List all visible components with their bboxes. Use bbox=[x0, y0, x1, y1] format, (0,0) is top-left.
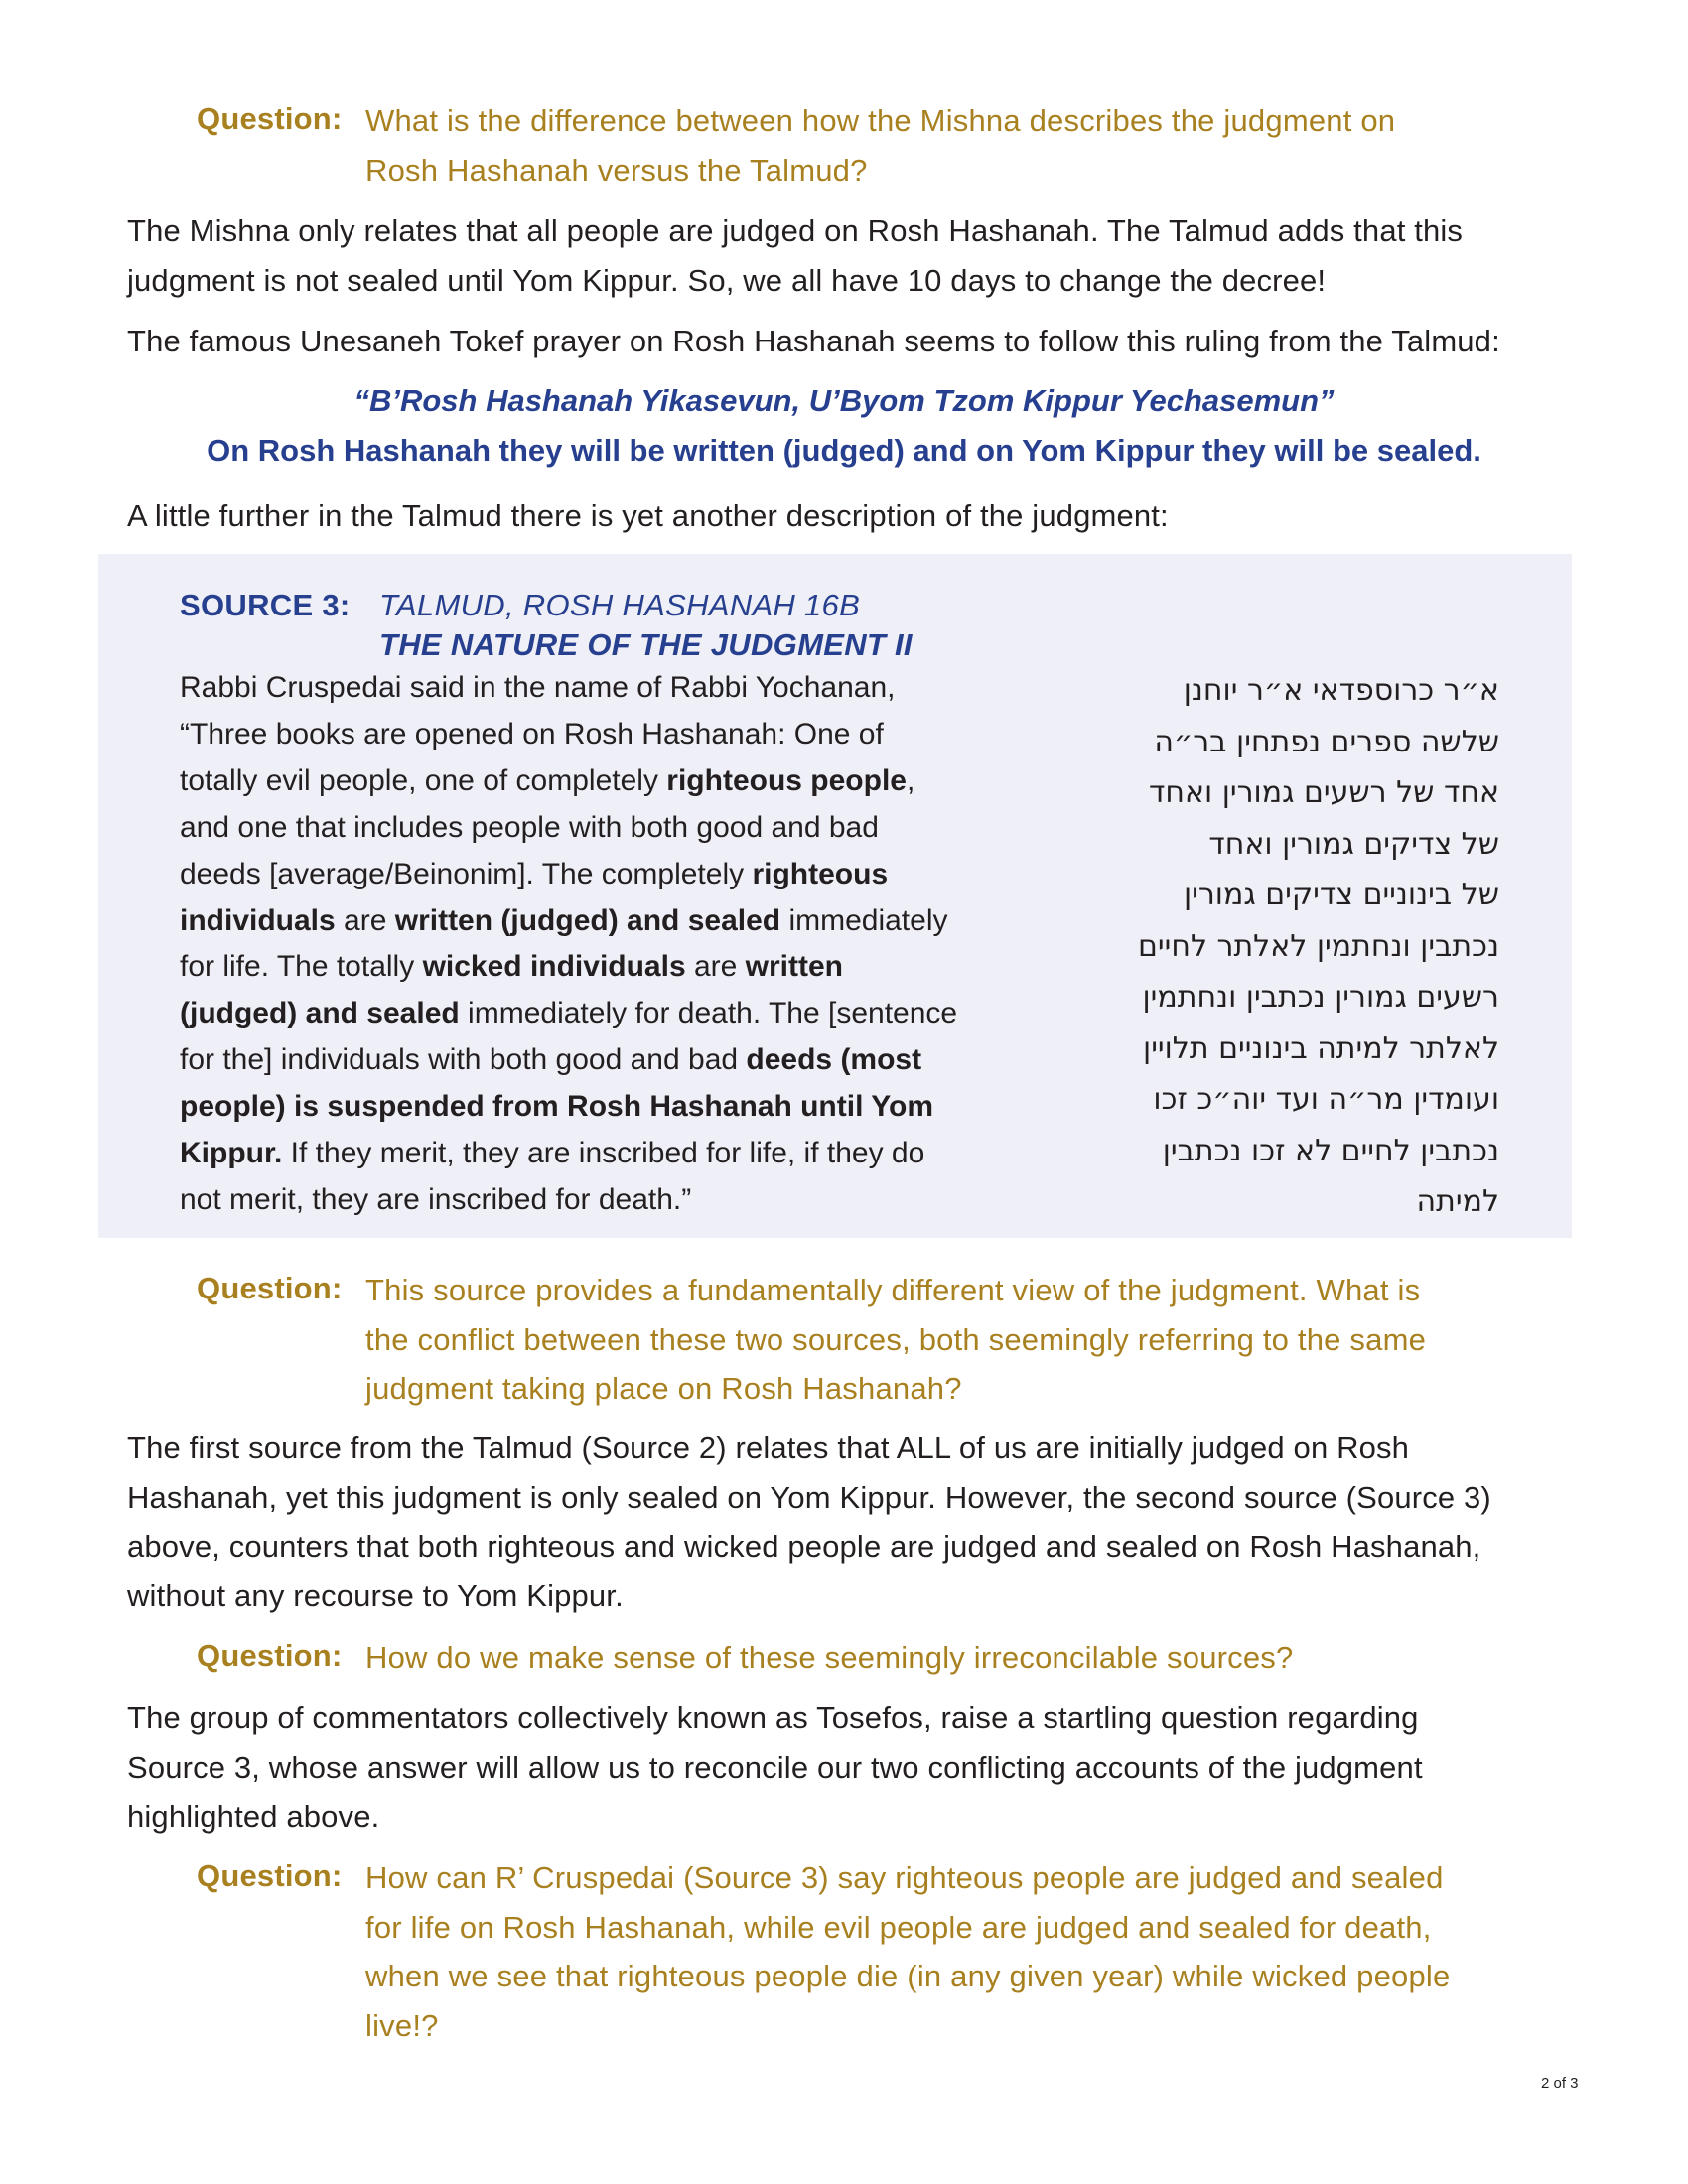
source-title: TALMUD, ROSH HASHANAH 16B bbox=[379, 588, 861, 622]
text-run: , bbox=[906, 763, 915, 797]
question-label: Question: bbox=[197, 101, 343, 136]
text-run: are bbox=[685, 950, 746, 984]
question-line: live!? bbox=[365, 2007, 439, 2043]
prayer-transliteration: “B’Rosh Hashanah Yikasevun, U’Byom Tzom Kippur Yechasemun” bbox=[353, 383, 1335, 418]
paragraph-line: above, counters that both righteous and wicked people are judged and sealed on Rosh Hashanah, bbox=[127, 1529, 1481, 1564]
source-hebrew-line: נכתבין ונחתמין לאלתר לחיים bbox=[1138, 928, 1499, 964]
source-english-line bbox=[180, 1084, 1054, 1131]
question-label: Question: bbox=[197, 1858, 343, 1893]
source-hebrew-line: של צדיקים גמורין ואחד bbox=[1208, 826, 1499, 862]
paragraph-line: highlighted above. bbox=[127, 1799, 380, 1834]
emphasis-text: (judged) and sealed bbox=[180, 997, 460, 1030]
source-hebrew-line: ועומדין מר״ה ועד יוה״כ זכו bbox=[1153, 1082, 1499, 1117]
source-subtitle: THE NATURE OF THE JUDGMENT II bbox=[379, 627, 913, 662]
source-english-line bbox=[180, 665, 1054, 712]
source-hebrew-line: למיתה bbox=[1416, 1184, 1499, 1219]
page-number: 2 of 3 bbox=[1541, 2075, 1579, 2092]
text-run: are bbox=[335, 903, 395, 937]
source-english-line bbox=[180, 944, 1054, 991]
text-run: immediately bbox=[780, 903, 948, 937]
emphasis-text: wicked individuals bbox=[422, 950, 686, 984]
source-label: SOURCE 3: bbox=[180, 588, 351, 622]
question-line: Rosh Hashanah versus the Talmud? bbox=[365, 152, 868, 188]
text-run: “Three books are opened on Rosh Hashanah: One of bbox=[180, 717, 884, 751]
paragraph-line: The Mishna only relates that all people are judged on Rosh Hashanah. The Talmud adds that this bbox=[127, 213, 1464, 248]
text-run: and one that includes people with both good and bad bbox=[180, 810, 879, 844]
question-label: Question: bbox=[197, 1638, 343, 1673]
question-line: for life on Rosh Hashanah, while evil people are judged and sealed for death, bbox=[365, 1909, 1432, 1945]
question-text bbox=[365, 1633, 1557, 1683]
text-run: deeds [average/Beinonim]. The completely bbox=[180, 857, 753, 890]
emphasis-text: Kippur. bbox=[180, 1137, 283, 1170]
question-text bbox=[365, 1266, 1557, 1414]
text-run: If they merit, they are inscribed for life, if they do bbox=[282, 1137, 925, 1170]
emphasis-text: people) is suspended from Rosh Hashanah until Yom bbox=[180, 1090, 933, 1124]
question-label: Question: bbox=[197, 1271, 343, 1305]
question-line: How can R’ Cruspedai (Source 3) say righteous people are judged and sealed bbox=[365, 1860, 1444, 1895]
source-hebrew-line: שלשה ספרים נפתחין בר״ה bbox=[1154, 724, 1499, 759]
emphasis-text: deeds (most bbox=[746, 1043, 922, 1077]
source-english-line bbox=[180, 1177, 1054, 1224]
text-run: for life. The totally bbox=[180, 950, 423, 984]
source-hebrew-line: של בינוניים צדיקים גמורין bbox=[1183, 878, 1499, 912]
source-english-line bbox=[180, 712, 1054, 758]
source-hebrew-text bbox=[1053, 665, 1499, 1228]
paragraph-line: A little further in the Talmud there is yet another description of the judgment: bbox=[127, 498, 1169, 533]
paragraph-line: The famous Unesaneh Tokef prayer on Rosh Hashanah seems to follow this ruling from the Talmud: bbox=[127, 324, 1500, 358]
paragraph-line: judgment is not sealed until Yom Kippur. So, we all have 10 days to change the decree! bbox=[127, 262, 1327, 298]
question-line: What is the difference between how the Mishna describes the judgment on bbox=[365, 103, 1396, 138]
paragraph-line: Hashanah, yet this judgment is only sealed on Yom Kippur. However, the second source (Source 3) bbox=[127, 1479, 1491, 1515]
source-hebrew-line: לאלתר למיתה בינוניים תלויין bbox=[1143, 1030, 1499, 1066]
source-english-line bbox=[180, 1131, 1054, 1177]
source-english-line bbox=[180, 852, 1054, 898]
question-line: the conflict between these two sources, both seemingly referring to the same bbox=[365, 1321, 1427, 1357]
body-paragraph bbox=[127, 1694, 1587, 1842]
text-run: Rabbi Cruspedai said in the name of Rabbi Yochanan, bbox=[180, 671, 896, 704]
source-hebrew-line: נכתבין לחיים לא זכו נכתבין bbox=[1162, 1133, 1499, 1168]
emphasis-text: written bbox=[745, 950, 844, 984]
text-run: immediately for death. The [sentence bbox=[459, 997, 958, 1030]
emphasis-text: righteous bbox=[752, 857, 889, 890]
source-hebrew-line: רשעים גמורין נכתבין ונחתמין bbox=[1142, 980, 1499, 1015]
text-run: totally evil people, one of completely bbox=[180, 763, 667, 797]
source-english-line bbox=[180, 898, 1054, 945]
source-english-line bbox=[180, 991, 1054, 1037]
emphasis-text: individuals bbox=[180, 903, 336, 937]
question-line: when we see that righteous people die (in any given year) while wicked people bbox=[365, 1959, 1451, 1993]
text-run: for the] individuals with both good and bad bbox=[180, 1043, 747, 1077]
question-line: This source provides a fundamentally different view of the judgment. What is bbox=[365, 1273, 1421, 1307]
source-hebrew-line: א״ר כרוספדאי א״ר יוחנן bbox=[1183, 673, 1499, 708]
question-text bbox=[365, 1853, 1557, 2050]
source-hebrew-line: אחד של רשעים גמורין ואחד bbox=[1149, 775, 1499, 810]
body-paragraph bbox=[127, 1424, 1587, 1620]
paragraph-line: Source 3, whose answer will allow us to reconcile our two conflicting accounts of the judgment bbox=[127, 1749, 1423, 1785]
question-line: How do we make sense of these seemingly irreconcilable sources? bbox=[365, 1640, 1294, 1675]
text-run: not merit, they are inscribed for death.” bbox=[180, 1182, 692, 1216]
question-text bbox=[365, 96, 1557, 195]
source-english-line bbox=[180, 1037, 1054, 1084]
source-english-line bbox=[180, 805, 1054, 852]
emphasis-text: written (judged) and sealed bbox=[394, 903, 781, 937]
prayer-translation: On Rosh Hashanah they will be written (judged) and on Yom Kippur they will be sealed. bbox=[207, 433, 1481, 468]
paragraph-line: without any recourse to Yom Kippur. bbox=[127, 1577, 624, 1613]
body-paragraph bbox=[127, 206, 1587, 305]
source-english-line bbox=[180, 758, 1054, 805]
source-english-text bbox=[180, 665, 1054, 1224]
body-paragraph bbox=[127, 491, 1587, 541]
question-line: judgment taking place on Rosh Hashanah? bbox=[365, 1371, 962, 1406]
body-paragraph bbox=[127, 317, 1587, 366]
paragraph-line: The group of commentators collectively known as Tosefos, raise a startling question regarding bbox=[127, 1701, 1419, 1735]
emphasis-text: righteous people bbox=[666, 763, 907, 797]
paragraph-line: The first source from the Talmud (Source 2) relates that ALL of us are initially judged on Rosh bbox=[127, 1431, 1410, 1465]
